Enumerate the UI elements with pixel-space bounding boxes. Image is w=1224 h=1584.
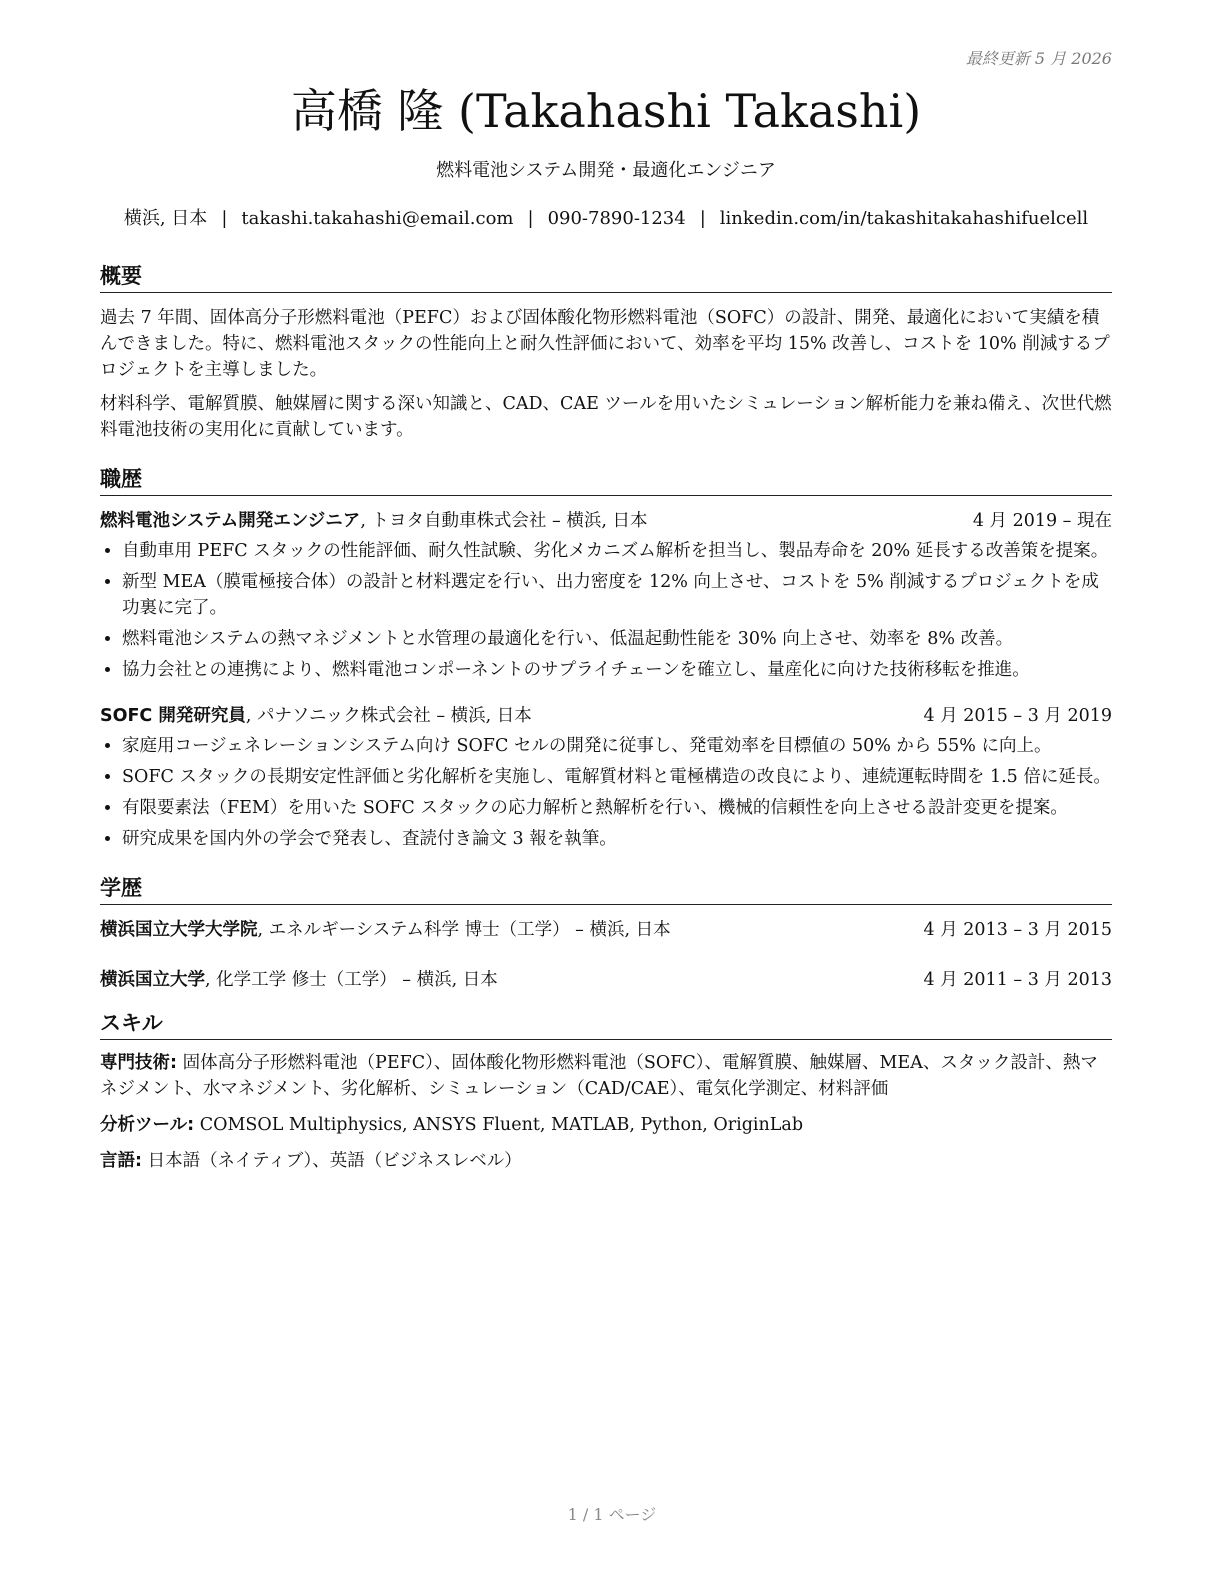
candidate-tagline: 燃料電池システム開発・最適化エンジニア xyxy=(436,159,776,181)
job-bullet: • SOFC スタックの長期安定性評価と劣化解析を実施し、電解質材料と電極構造の改良により、連続運転時間を 1.5 倍に延長。 xyxy=(122,764,1112,790)
education-entry xyxy=(100,917,1112,943)
job-header xyxy=(100,703,1112,729)
job-bullets xyxy=(100,538,1112,683)
job-header xyxy=(100,508,1112,534)
job-bullet: • 燃料電池システムの熱マネジメントと水管理の最適化を行い、低温起動性能を 30% 向上させ、効率を 8% 改善。 xyxy=(122,626,1112,652)
education-title-line xyxy=(100,967,498,993)
education-school: 横浜国立大学 xyxy=(100,969,205,990)
section-title-education: 学歴 xyxy=(100,872,1112,905)
skill-row xyxy=(100,1050,1112,1102)
summary-paragraph: 過去 7 年間、固体高分子形燃料電池（PEFC）および固体酸化物形燃料電池（SOFC）の設計、開発、最適化において実績を積んできました。特に、燃料電池スタックの性能向上と耐久性評価において、効率を平均 15% 改善し、コストを 10% 削減するプロジェクトを主導しました。 xyxy=(100,307,1110,380)
job-bullets xyxy=(100,733,1112,852)
contact-location: 横浜, 日本 xyxy=(123,207,208,229)
candidate-name: 高橋 隆 (Takahashi Takashi) xyxy=(290,84,922,138)
job-role: 燃料電池システム開発エンジニア xyxy=(100,510,361,531)
contact-separator: | xyxy=(221,207,228,229)
summary-paragraph: 材料科学、電解質膜、触媒層に関する深い知識と、CAD、CAE ツールを用いたシミュレーション解析能力を兼ね備え、次世代燃料電池技術の実用化に貢献しています。 xyxy=(100,393,1112,440)
last-updated: 最終更新 5 月 2026 xyxy=(965,49,1112,68)
skill-value: COMSOL Multiphysics, ANSYS Fluent, MATLAB, Python, OriginLab xyxy=(194,1114,804,1135)
job-bullet: • 家庭用コージェネレーションシステム向け SOFC セルの開発に従事し、発電効率を目標値の 50% から 55% に向上。 xyxy=(122,733,1112,759)
job-title-line xyxy=(100,508,647,534)
section-title-experience: 職歴 xyxy=(100,463,1112,496)
job-bullet: • 研究成果を国内外の学会で発表し、査読付き論文 3 報を執筆。 xyxy=(122,826,1112,852)
job-entry xyxy=(100,508,1112,683)
contact-separator: | xyxy=(699,207,706,229)
education-detail: , 化学工学 修士（工学） – 横浜, 日本 xyxy=(205,969,498,990)
page-number: 1 / 1 ページ xyxy=(567,1505,657,1524)
job-bullet: • 新型 MEA（膜電極接合体）の設計と材料選定を行い、出力密度を 12% 向上させ、コストを 5% 削減するプロジェクトを成功裏に完了。 xyxy=(122,569,1112,621)
education-title-line xyxy=(100,917,671,943)
skill-label: 分析ツール: xyxy=(100,1114,195,1135)
section-title-summary: 概要 xyxy=(100,260,1112,293)
education-dates: 4 月 2013 – 3 月 2015 xyxy=(923,919,1112,940)
job-entry xyxy=(100,703,1112,852)
job-bullet: • 自動車用 PEFC スタックの性能評価、耐久性試験、劣化メカニズム解析を担当し、製品寿命を 20% 延長する改善策を提案。 xyxy=(122,538,1112,564)
education-detail: , エネルギーシステム科学 博士（工学） – 横浜, 日本 xyxy=(257,919,671,940)
education-entry xyxy=(100,967,1112,993)
job-dates: 4 月 2015 – 3 月 2019 xyxy=(923,705,1112,726)
job-dates: 4 月 2019 – 現在 xyxy=(972,510,1112,531)
contact-phone: 090-7890-1234 xyxy=(547,207,686,229)
skill-label: 専門技術: xyxy=(100,1052,177,1073)
skill-label: 言語: xyxy=(100,1150,142,1171)
resume-page xyxy=(100,40,1112,1174)
contact-email[interactable]: takashi.takahashi@email.com xyxy=(241,207,514,229)
skill-row xyxy=(100,1148,1112,1174)
contact-linkedin[interactable]: linkedin.com/in/takashitakahashifuelcell xyxy=(719,207,1089,229)
education-school: 横浜国立大学大学院 xyxy=(100,919,258,940)
job-title-line xyxy=(100,703,532,729)
job-bullet: • 協力会社との連携により、燃料電池コンポーネントのサプライチェーンを確立し、量産化に向けた技術移転を推進。 xyxy=(122,657,1112,683)
job-bullet: • 有限要素法（FEM）を用いた SOFC スタックの応力解析と熱解析を行い、機械的信頼性を向上させる設計変更を提案。 xyxy=(122,795,1112,821)
skill-row xyxy=(100,1112,1112,1138)
contact-line xyxy=(100,204,1112,230)
section-title-skills: スキル xyxy=(100,1007,1112,1040)
job-role: SOFC 開発研究員 xyxy=(100,705,246,726)
job-company: , パナソニック株式会社 – 横浜, 日本 xyxy=(245,705,532,726)
education-dates: 4 月 2011 – 3 月 2013 xyxy=(923,969,1112,990)
skill-value: 固体高分子形燃料電池（PEFC）、固体酸化物形燃料電池（SOFC）、電解質膜、触媒層、MEA、スタック設計、熱マネジメント、水マネジメント、劣化解析、シミュレーション（CAD/CAE）、電気化学測定、材料評価 xyxy=(100,1052,1098,1099)
skill-value: 日本語（ネイティブ）、英語（ビジネスレベル） xyxy=(142,1150,522,1171)
job-company: , トヨタ自動車株式会社 – 横浜, 日本 xyxy=(360,510,648,531)
contact-separator: | xyxy=(527,207,534,229)
